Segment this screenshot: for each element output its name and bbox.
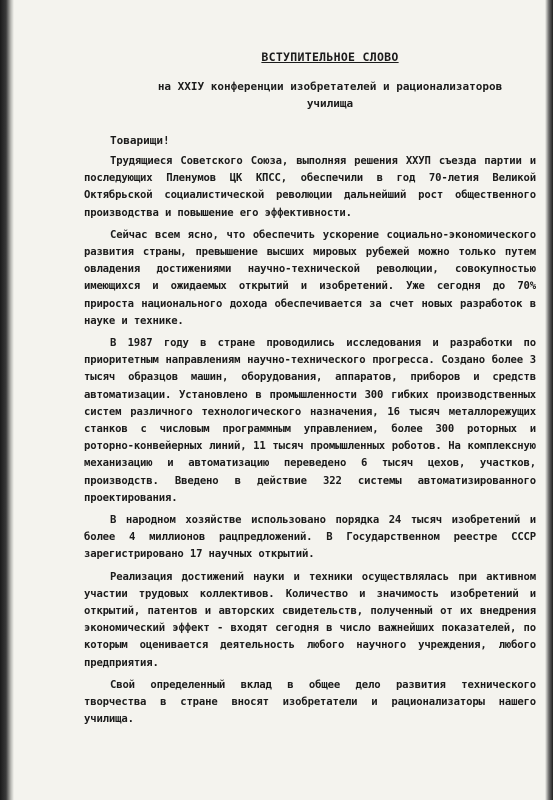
- subtitle-line-2: училища: [306, 97, 354, 110]
- scan-right-edge: [545, 0, 553, 800]
- paragraph: Свой определенный вклад в общее дело развития технического творчества в стране вносят изобретатели и рационализаторы нашего училища.: [84, 678, 536, 726]
- paragraph: В народном хозяйстве использовано порядка 24 тысяч изобретений и более 4 миллионов рацпредложений. В Государственном реестре СССР зарегистрировано 17 научных открытий.: [84, 514, 536, 561]
- subtitle-line-1: на XXIУ конференции изобретателей и рационализаторов: [157, 80, 503, 93]
- greeting: Товарищи!: [110, 134, 170, 147]
- paragraph: В 1987 году в стране проводились исследования и разработки по приоритетным направлениям научно-технического прогресса. Создано более 3 тысяч образцов машин, оборудования, аппаратов, приборов и средств автоматизации. Установлено в промышленности 300 гибких производственных систем различного технологического назначения, 16 тысяч металлорежущих станков с числовым программным управлением, более 300 роторных и роторно-конвейерных линий, 11 тысяч промышленных роботов. На комплексную механизацию и автоматизацию переведено 6 тысяч цехов, участков, производств. Введено в действие 322 системы автоматизированного проектирования.: [84, 337, 536, 504]
- document-subtitle: [124, 78, 536, 112]
- scan-left-edge: [0, 0, 14, 800]
- paragraph: Трудящиеся Советского Союза, выполняя решения XXУП съезда партии и последующих Пленумов ЦК КПСС, обеспечили в год 70-летия Великой Октябрьской социалистической революции дальнейший рост общественного производства и повышение его эффективности.: [84, 155, 536, 219]
- document-body: [84, 50, 536, 729]
- document-title: ВСТУПИТЕЛЬНОЕ СЛОВО: [261, 50, 399, 64]
- paragraph: Реализация достижений науки и техники осуществлялась при активном участии трудовых коллективов. Количество и значимость изобретений и открытий, патентов и авторских свидетельств, полученный от их внедрения экономический эффект - входят сегодня в число важнейших показателей, по которым оценивается деятельность любого научного учреждения, любого предприятия.: [84, 570, 536, 669]
- paragraph: Сейчас всем ясно, что обеспечить ускорение социально-экономического развития страны, превышение высших мировых рубежей можно только путем овладения достижениями научно-технической революции, совокупностью имеющихся и ожидаемых открытий и изобретений. Уже сегодня до 70% прироста национального дохода обеспечивается за счет новых разработок в науке и технике.: [84, 228, 536, 327]
